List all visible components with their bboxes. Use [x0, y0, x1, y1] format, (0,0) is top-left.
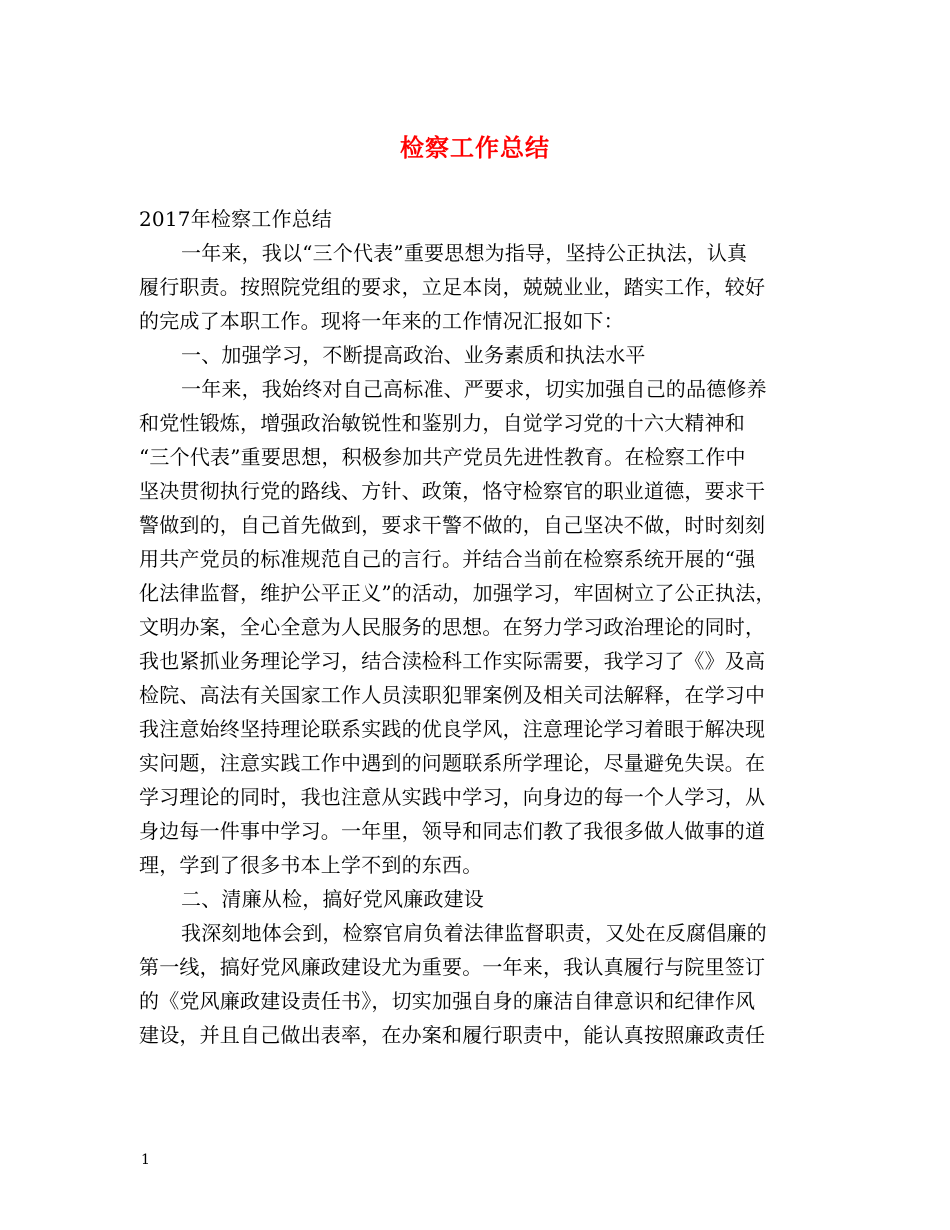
paragraph-line: 和党性锻炼，增强政治敏锐性和鉴别力，自觉学习党的十六大精神和: [139, 411, 745, 435]
paragraph-line: 学习理论的同时，我也注意从实践中学习，向身边的每一个人学习，从: [139, 785, 766, 809]
paragraph-line: 检院、高法有关国家工作人员渎职犯罪案例及相关司法解释，在学习中: [139, 683, 766, 707]
section-heading: 二、清廉从检，搞好党风廉政建设: [181, 887, 484, 911]
paragraph-line: 的《党风廉政建设责任书》，切实加强自身的廉洁自律意识和纪律作风: [139, 989, 756, 1013]
paragraph-line: 我也紧抓业务理论学习，结合渎检科工作实际需要，我学习了《》及高: [139, 649, 766, 673]
paragraph-line: “三个代表”重要思想，积极参加共产党员先进性教育。在检察工作中: [139, 445, 746, 469]
paragraph-line: 化法律监督，维护公平正义”的活动，加强学习，牢固树立了公正执法，: [139, 581, 776, 605]
document-body: [139, 202, 829, 1052]
document-title: 检察工作总结: [400, 133, 550, 162]
paragraph-line: 第一线，搞好党风廉政建设尤为重要。一年来，我认真履行与院里签订: [139, 955, 766, 979]
page-number: 1: [141, 1152, 150, 1168]
paragraph-line: 实问题，注意实践工作中遇到的问题联系所学理论，尽量避免失误。在: [139, 751, 766, 775]
paragraph-line: 我注意始终坚持理论联系实践的优良学风，注意理论学习着眼于解决现: [139, 717, 766, 741]
paragraph-line: 我深刻地体会到，检察官肩负着法律监督职责，又处在反腐倡廉的: [181, 921, 767, 945]
paragraph-line: 一年来，我以“三个代表”重要思想为指导，坚持公正执法，认真: [181, 241, 748, 265]
paragraph-line: 一年来，我始终对自己高标准、严要求，切实加强自己的品德修养: [181, 377, 767, 401]
paragraph-line: 履行职责。按照院党组的要求，立足本岗，兢兢业业，踏实工作，较好: [139, 275, 766, 299]
paragraph-line: 坚决贯彻执行党的路线、方针、政策，恪守检察官的职业道德，要求干: [139, 479, 766, 503]
paragraph-line: 的完成了本职工作。现将一年来的工作情况汇报如下：: [139, 309, 624, 333]
subtitle-line: 2017年检察工作总结: [139, 207, 333, 231]
paragraph-line: 身边每一件事中学习。一年里，领导和同志们教了我很多做人做事的道: [139, 819, 766, 843]
paragraph-line: 用共产党员的标准规范自己的言行。并结合当前在检察系统开展的“强: [139, 547, 756, 571]
section-heading: 一、加强学习，不断提高政治、业务素质和执法水平: [181, 343, 646, 367]
paragraph-line: 文明办案，全心全意为人民服务的思想。在努力学习政治理论的同时，: [139, 615, 766, 639]
paragraph-line: 建设，并且自己做出表率，在办案和履行职责中，能认真按照廉政责任: [139, 1023, 766, 1047]
paragraph-line: 理，学到了很多书本上学不到的东西。: [139, 853, 483, 877]
paragraph-line: 警做到的，自己首先做到，要求干警不做的，自己坚决不做，时时刻刻: [139, 513, 766, 537]
